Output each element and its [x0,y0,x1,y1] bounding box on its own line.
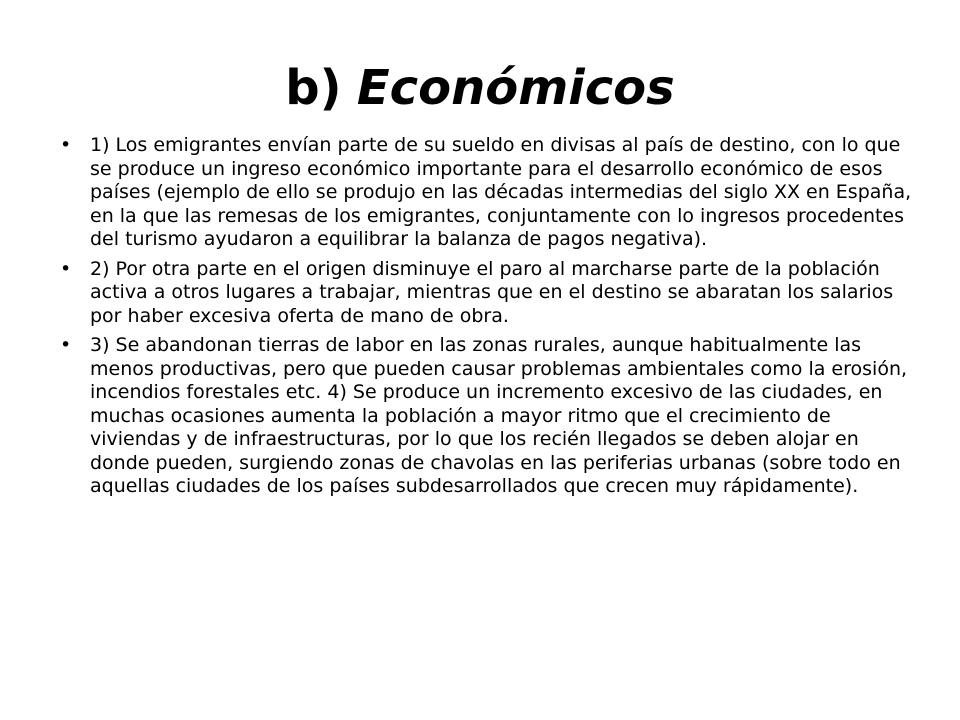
bullet-list [60,134,920,505]
bullet-item [60,334,920,499]
title-prefix: b) [285,60,342,116]
bullet-dot: • [60,257,72,280]
title-main: Económicos [356,60,675,116]
bullet-item [60,258,920,329]
bullet-dot: • [60,334,72,356]
slide-title [0,58,960,118]
bullet-text: 2) Por otra parte en el origen disminuye el paro al marcharse parte de la población activa a otros lugares a trabajar, mientras que en el destino se abaratan los salarios por haber excesiva oferta de mano de obra. [90,257,894,327]
bullet-item [60,134,920,252]
bullet-dot: • [60,134,72,156]
bullet-text: 3) Se abandonan tierras de labor en las zonas rurales, aunque habitualmente las menos productivas, pero que pueden causar problemas ambientales como la erosión, incendios forestales etc. 4) Se produce un incremento excesivo de las ciudades, en muchas ocasiones aumenta la población a mayor ritmo que el crecimiento de viviendas y de infraestructuras, por lo que los recién llegados se deben alojar en donde pueden, surgiendo zonas de chavolas en las periferias urbanas (sobre todo en aquellas ciudades de los países subdesarrollados que crecen muy rápidamente). [90,334,908,497]
bullet-text: 1) Los emigrantes envían parte de su sueldo en divisas al país de destino, con lo que se produce un ingreso económico importante para el desarrollo económico de esos países (ejemplo de ello se produjo en las décadas intermedias del siglo XX en España, en la que las remesas de los emigrantes, conjuntamente con lo ingresos procedentes del turismo ayudaron a equilibrar la balanza de pagos negativa). [90,134,912,250]
